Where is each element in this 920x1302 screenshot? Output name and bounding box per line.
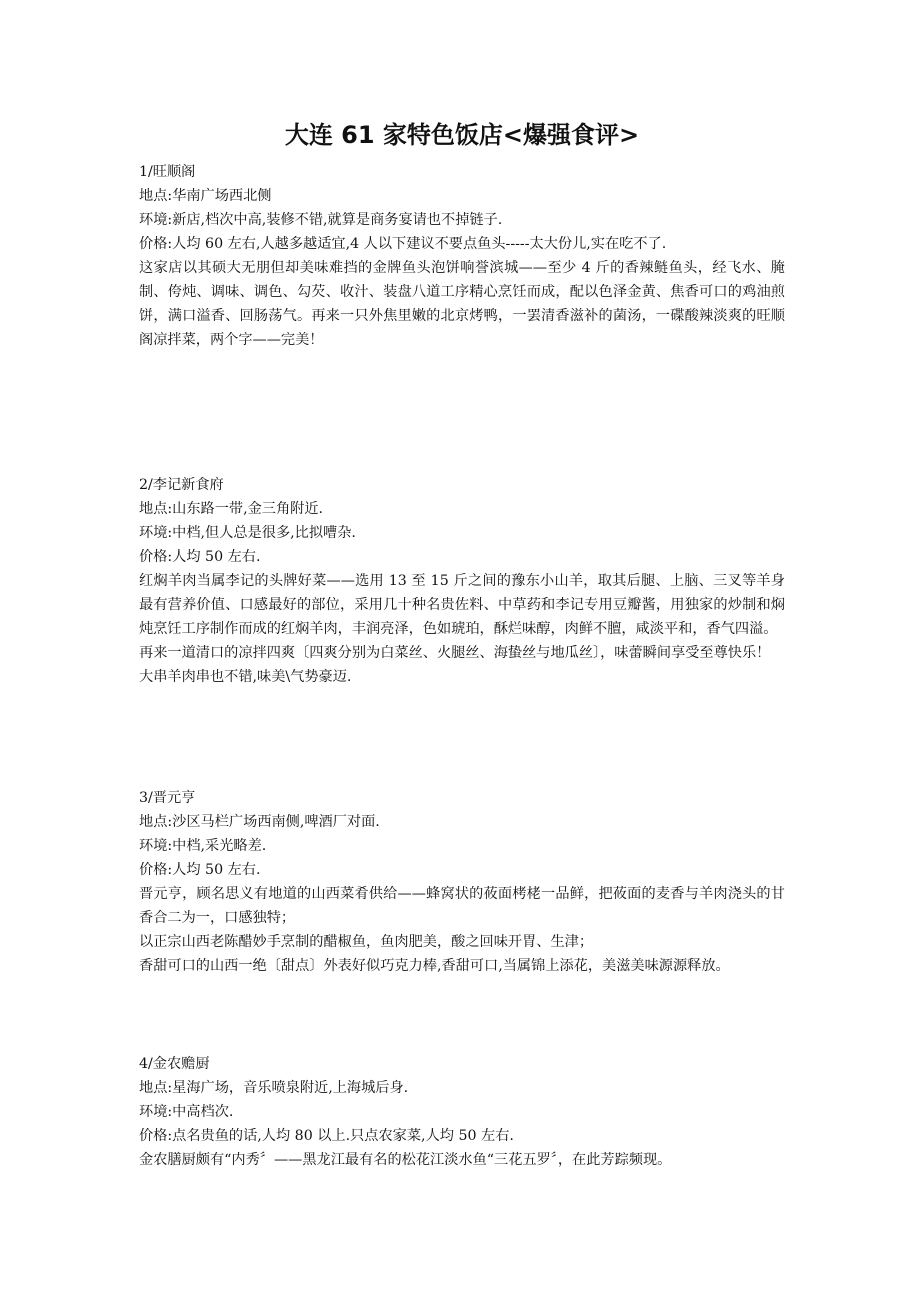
location-line: 地点:沙区马栏广场西南侧,啤酒厂对面. (139, 814, 380, 830)
section-heading: 4/金农赡厨 (139, 1056, 210, 1072)
section-heading: 3/晋元亨 (139, 790, 196, 806)
environment-line: 环境:中高档次. (139, 1104, 234, 1120)
environment-line: 环境:中档,采光略差. (139, 838, 267, 854)
restaurant-section (139, 786, 785, 978)
price-line: 价格:人均 60 左右,人越多越适宜,4 人以下建议不要点鱼头-----太大份儿,实在吃不了. (139, 236, 667, 252)
description-paragraph: 金农膳厨颇有“内秀〞——黑龙江最有名的松花江淡水鱼“三花五罗〞，在此芳踪频现。 (139, 1152, 672, 1168)
location-line: 地点:华南广场西北侧 (139, 188, 272, 204)
restaurant-section (139, 473, 785, 689)
description-paragraph: 这家店以其硕大无朋但却美味难挡的金牌鱼头泡饼响誉滨城——至少 4 斤的香辣鲢鱼头，经飞水、腌制、侉炖、调味、调色、勾芡、收汁、装盘八道工序精心烹饪而成，配以色泽金黄、焦香可口的鸡油煎饼，满口溢香、回肠荡气。再来一只外焦里嫩的北京烤鸭，一罢清香滋补的菌汤，一碟酸辣淡爽的旺顺阁凉拌菜，两个字——完美！ (139, 260, 785, 348)
environment-line: 环境:中档,但人总是很多,比拟嘈杂. (139, 525, 356, 541)
location-line: 地点:星海广场，音乐喷泉附近,上海城后身. (139, 1080, 409, 1096)
description-paragraph: 再来一道清口的凉拌四爽〔四爽分别为白菜丝、火腿丝、海蛰丝与地瓜丝〕，味蕾瞬间享受至尊快乐！ (139, 645, 771, 661)
section-heading: 1/旺顺阁 (139, 164, 196, 180)
price-line: 价格:人均 50 左右. (139, 862, 261, 878)
restaurant-section (139, 160, 785, 352)
price-line: 价格:点名贵鱼的话,人均 80 以上.只点农家菜,人均 50 左右. (139, 1128, 514, 1144)
description-paragraph: 以正宗山西老陈醋妙手烹制的醋椒鱼，鱼肉肥美，酸之回味开胃、生津； (139, 934, 594, 950)
location-line: 地点:山东路一带,金三角附近. (139, 501, 324, 517)
description-paragraph: 大串羊肉串也不错,味美\气势豪迈. (139, 669, 352, 685)
environment-line: 环境:新店,档次中高,装修不错,就算是商务宴请也不掉链子. (139, 212, 503, 228)
document-title: 大连 61 家特色饭店<爆强食评> (284, 121, 640, 149)
description-paragraph: 红焖羊肉当属李记的头牌好菜——选用 13 至 15 斤之间的豫东小山羊，取其后腿、上脑、三叉等羊身最有营养价值、口感最好的部位，采用几十种名贵佐料、中草药和李记专用豆瓣酱，用独家的炒制和焖炖烹饪工序制作而成的红焖羊肉，丰润亮泽，色如琥珀，酥烂味醇，肉鲜不膻，咸淡平和，香气四溢。 (139, 573, 785, 637)
price-line: 价格:人均 50 左右. (139, 549, 261, 565)
description-paragraph: 晋元亨，顾名思义有地道的山西菜肴供给——蜂窝状的莜面栲栳一品鲜，把莜面的麦香与羊肉浇头的甘香合二为一，口感独特； (139, 886, 785, 926)
description-paragraph: 香甜可口的山西一绝〔甜点〕外表好似巧克力棒,香甜可口,当属锦上添花，美滋美味源源释放。 (139, 958, 730, 974)
section-heading: 2/李记新食府 (139, 477, 224, 493)
restaurant-section (139, 1052, 785, 1172)
